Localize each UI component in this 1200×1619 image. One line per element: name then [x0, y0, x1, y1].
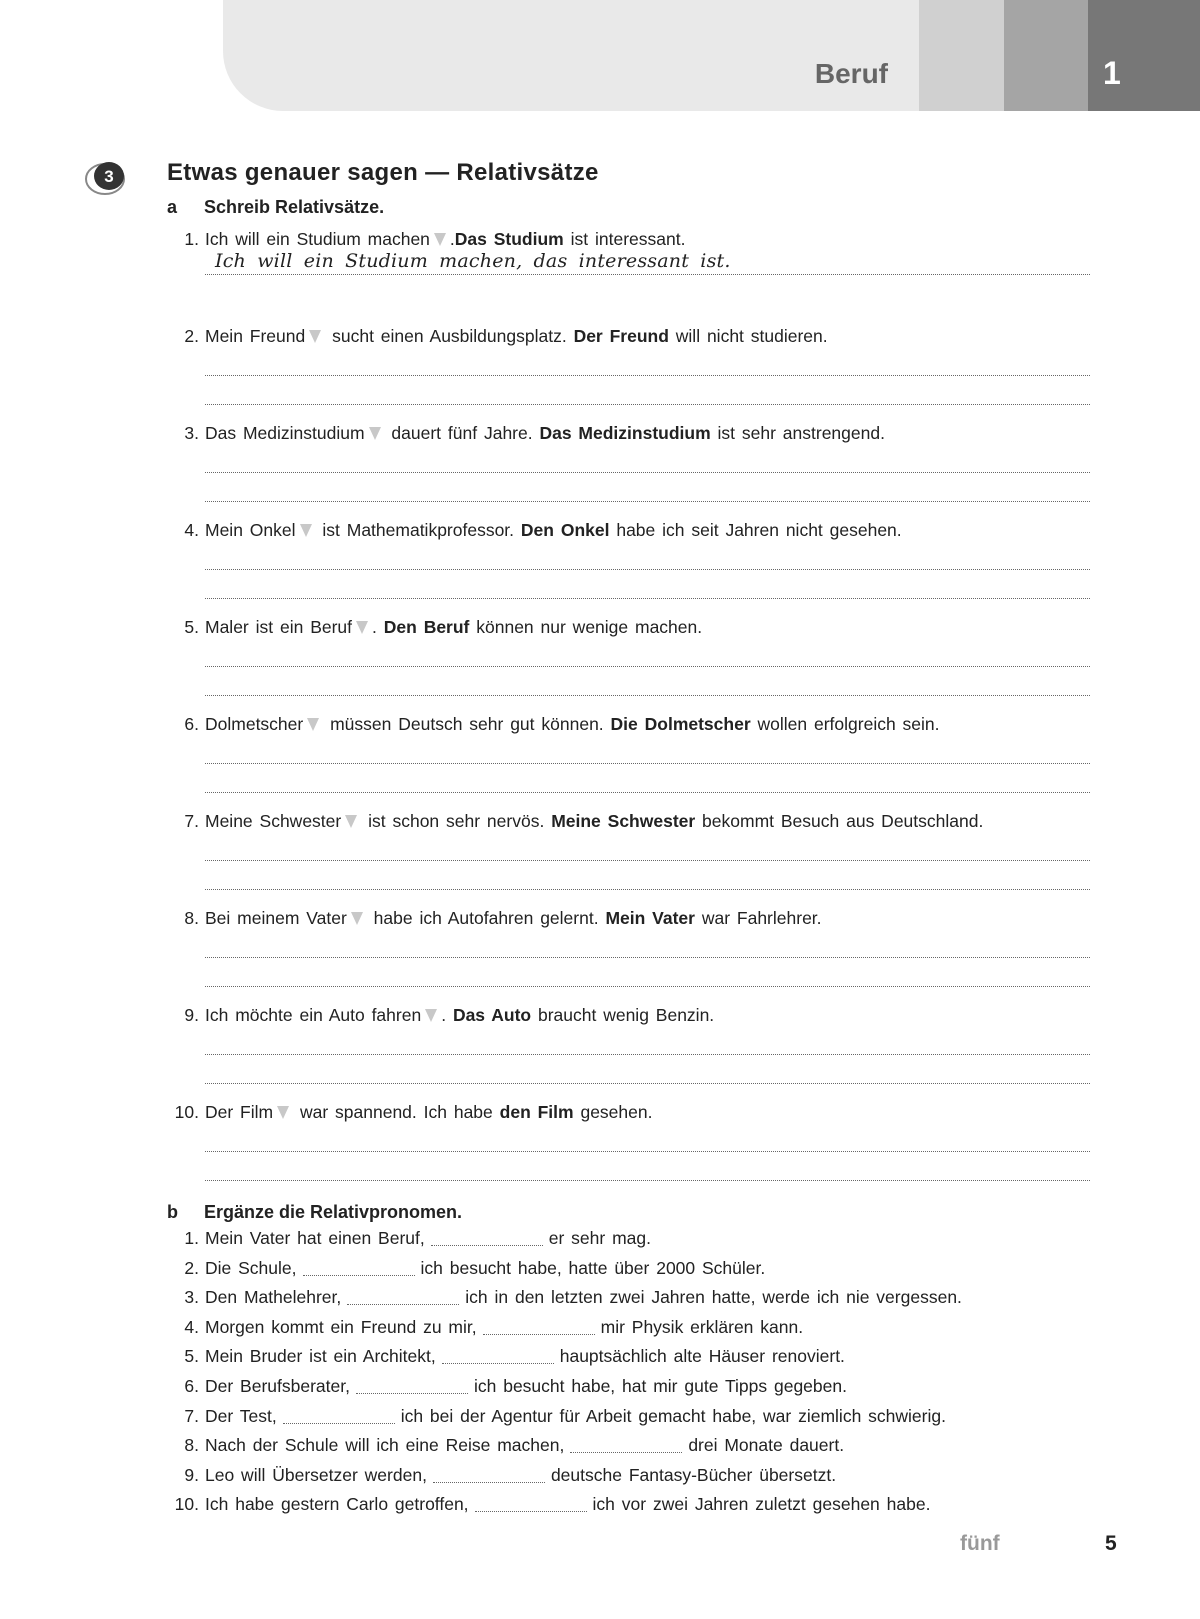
fill-in-item — [167, 1227, 1097, 1257]
sentence-start: Der Berufsberater, — [205, 1375, 350, 1396]
answer-line[interactable] — [205, 1026, 1090, 1055]
prompt-text-middle: ist Mathematikprofessor. — [315, 520, 521, 540]
answer-line[interactable] — [205, 1055, 1090, 1084]
answer-line[interactable] — [205, 570, 1090, 599]
relative-pronoun-blank[interactable] — [475, 1495, 587, 1512]
answer-line[interactable] — [205, 832, 1090, 861]
fill-in-item — [167, 1405, 1097, 1435]
item-number: 3. — [184, 1287, 199, 1308]
insertion-marker-icon — [345, 815, 357, 828]
prompt-bold-noun: Das Auto — [452, 1005, 532, 1025]
prompt-text-start: Bei meinem Vater — [205, 908, 347, 928]
sentence-end: hauptsächlich alte Häuser renoviert. — [559, 1346, 845, 1367]
prompt-bold-noun: Mein Vater — [605, 908, 695, 928]
answer-line[interactable] — [205, 376, 1090, 405]
sentence-end: er sehr mag. — [548, 1228, 651, 1248]
part-a-instruction: Schreib Relativsätze. — [204, 197, 385, 217]
fill-in-item — [167, 1464, 1097, 1494]
prompt-text-end: wollen erfolgreich sein. — [750, 714, 940, 734]
prompt-text-start: Ich möchte ein Auto fahren — [205, 1005, 422, 1025]
item-number: 8. — [184, 908, 199, 928]
prompt-text-start: Ich will ein Studium machen — [205, 229, 430, 249]
item-number: 9. — [184, 1464, 199, 1485]
part-b-instruction: Ergänze die Relativpronomen. — [204, 1202, 463, 1222]
item-number: 10. — [174, 1102, 199, 1122]
answer-line[interactable] — [205, 929, 1090, 958]
prompt-text-end: ist interessant. — [563, 229, 686, 249]
prompt-bold-noun: Das Studium — [454, 229, 564, 249]
item-number: 1. — [184, 229, 199, 249]
sentence-end: ich vor zwei Jahren zuletzt gesehen habe. — [592, 1494, 931, 1515]
item-number: 6. — [184, 1375, 199, 1396]
relative-clause-item — [167, 519, 1092, 616]
relative-pronoun-blank[interactable] — [483, 1318, 595, 1335]
sentence-start: Die Schule, — [205, 1257, 297, 1278]
prompt-text-end: bekommt Besuch aus Deutschland. — [695, 811, 984, 831]
prompt-text-start: Meine Schwester — [205, 811, 342, 831]
prompt-text-start: Mein Freund — [205, 326, 306, 346]
prompt-text-start: Das Medizinstudium — [205, 423, 365, 443]
answer-line[interactable] — [205, 735, 1090, 764]
prompt-bold-noun: Der Freund — [573, 326, 669, 346]
item-number: 4. — [184, 520, 199, 540]
relative-clause-item — [167, 1004, 1092, 1101]
prompt-text-middle: habe ich Autofahren gelernt. — [366, 908, 606, 928]
sentence-end: mir Physik erklären kann. — [600, 1316, 804, 1337]
prompt-text-end: war Fahrlehrer. — [694, 908, 822, 928]
relative-pronoun-blank[interactable] — [442, 1347, 554, 1364]
fill-in-item — [167, 1493, 1097, 1523]
relative-clause-item — [167, 713, 1092, 810]
answer-line[interactable] — [205, 347, 1090, 376]
item-number: 3. — [184, 423, 199, 443]
sentence-start: Ich habe gestern Carlo getroffen, — [205, 1494, 469, 1515]
item-prompt — [184, 907, 1092, 929]
prompt-text-end: gesehen. — [573, 1102, 653, 1122]
sentence-start: Mein Bruder ist ein Architekt, — [205, 1346, 436, 1367]
sentence-start: Der Test, — [205, 1405, 277, 1426]
sentence-end: drei Monate dauert. — [688, 1435, 845, 1456]
chapter-title: Beruf — [814, 58, 888, 89]
sentence-end: deutsche Fantasy-Bücher übersetzt. — [550, 1464, 837, 1485]
page-number: 5 — [1105, 1532, 1117, 1555]
item-number: 9. — [184, 1005, 199, 1025]
page-number-word: fünf — [960, 1532, 1000, 1555]
prompt-text-end: will nicht studieren. — [668, 326, 828, 346]
relative-pronoun-blank[interactable] — [347, 1288, 459, 1305]
exercise-number: 3 — [104, 167, 114, 186]
exercise-title: Etwas genauer sagen — Relativsätze — [167, 159, 599, 186]
fill-in-item — [167, 1286, 1097, 1316]
answer-line[interactable] — [205, 667, 1090, 696]
item-prompt — [184, 422, 1092, 444]
relative-pronoun-blank[interactable] — [303, 1259, 415, 1276]
answer-line[interactable] — [205, 250, 1090, 275]
relative-pronoun-blank[interactable] — [356, 1377, 468, 1394]
part-a-items — [167, 228, 1092, 1198]
relative-clause-item — [167, 616, 1092, 713]
item-number: 5. — [184, 617, 199, 637]
prompt-bold-noun: Den Beruf — [383, 617, 470, 637]
item-number: 10. — [174, 1494, 199, 1515]
answer-line[interactable] — [205, 473, 1090, 502]
relative-clause-item — [167, 228, 1092, 325]
fill-in-item — [167, 1375, 1097, 1405]
prompt-text-end: ist sehr anstrengend. — [710, 423, 885, 443]
sentence-start: Mein Vater hat einen Beruf, — [205, 1228, 425, 1248]
insertion-marker-icon — [351, 912, 363, 925]
item-prompt — [184, 325, 1092, 347]
sentence-start: Nach der Schule will ich eine Reise machen, — [205, 1435, 565, 1456]
sentence-start: Morgen kommt ein Freund zu mir, — [205, 1316, 477, 1337]
example-answer: Ich will ein Studium machen, das interessant ist. — [215, 250, 731, 272]
prompt-text-middle: . — [372, 617, 384, 637]
fill-in-item — [167, 1345, 1097, 1375]
insertion-marker-icon — [307, 718, 319, 731]
item-number: 1. — [184, 1228, 199, 1248]
relative-clause-item — [167, 810, 1092, 907]
answer-line[interactable] — [205, 1123, 1090, 1152]
prompt-text-middle: . — [441, 1005, 453, 1025]
prompt-bold-noun: Das Medizinstudium — [539, 423, 711, 443]
sentence-start: Leo will Übersetzer werden, — [205, 1464, 427, 1485]
item-number: 4. — [184, 1316, 199, 1337]
prompt-text-start: Der Film — [205, 1102, 274, 1122]
prompt-text-start: Mein Onkel — [205, 520, 296, 540]
answer-line[interactable] — [205, 541, 1090, 570]
prompt-text-middle: . — [449, 229, 455, 249]
insertion-marker-icon — [277, 1106, 289, 1119]
prompt-text-middle: dauert fünf Jahre. — [384, 423, 540, 443]
insertion-marker-icon — [434, 233, 446, 246]
item-number: 7. — [184, 1405, 199, 1426]
part-a-heading — [167, 197, 384, 218]
sentence-start: Den Mathelehrer, — [205, 1287, 342, 1308]
item-number: 7. — [184, 811, 199, 831]
fill-in-item — [167, 1434, 1097, 1464]
relative-clause-item — [167, 907, 1092, 1004]
prompt-bold-noun: Meine Schwester — [551, 811, 696, 831]
prompt-bold-noun: den Film — [499, 1102, 574, 1122]
relative-pronoun-blank[interactable] — [570, 1436, 682, 1453]
answer-line[interactable] — [205, 444, 1090, 473]
sentence-end: ich in den letzten zwei Jahren hatte, werde ich nie vergessen. — [465, 1287, 962, 1308]
answer-line[interactable] — [205, 1152, 1090, 1181]
relative-clause-item — [167, 325, 1092, 422]
prompt-text-middle: sucht einen Ausbildungsplatz. — [325, 326, 574, 346]
prompt-text-end: können nur wenige machen. — [469, 617, 703, 637]
chapter-header-band — [223, 0, 919, 111]
relative-pronoun-blank[interactable] — [283, 1407, 395, 1424]
item-prompt — [184, 616, 1092, 638]
relative-clause-item — [167, 1101, 1092, 1198]
item-prompt — [184, 228, 1092, 250]
header-stripe-light — [919, 0, 1004, 111]
insertion-marker-icon — [309, 330, 321, 343]
chapter-number: 1 — [1103, 55, 1121, 91]
part-b-items — [167, 1227, 1097, 1523]
item-prompt — [174, 1101, 1092, 1123]
prompt-text-end: braucht wenig Benzin. — [531, 1005, 715, 1025]
item-number: 2. — [184, 326, 199, 346]
item-number: 6. — [184, 714, 199, 734]
item-prompt — [184, 713, 1092, 735]
part-b-letter: b — [167, 1202, 178, 1222]
sentence-end: ich bei der Agentur für Arbeit gemacht habe, war ziemlich schwierig. — [400, 1405, 946, 1426]
part-a-letter: a — [167, 197, 178, 217]
insertion-marker-icon — [356, 621, 368, 634]
answer-line[interactable] — [205, 861, 1090, 890]
answer-line[interactable] — [205, 958, 1090, 987]
exercise-number-badge-icon — [84, 160, 128, 196]
prompt-bold-noun: Die Dolmetscher — [610, 714, 751, 734]
fill-in-item — [167, 1316, 1097, 1346]
insertion-marker-icon — [300, 524, 312, 537]
relative-clause-item — [167, 422, 1092, 519]
prompt-text-start: Dolmetscher — [205, 714, 304, 734]
prompt-text-middle: müssen Deutsch sehr gut können. — [323, 714, 611, 734]
sentence-end: ich besucht habe, hat mir gute Tipps gegeben. — [473, 1375, 847, 1396]
relative-pronoun-blank[interactable] — [433, 1466, 545, 1483]
item-prompt — [184, 519, 1092, 541]
prompt-text-middle: war spannend. Ich habe — [293, 1102, 500, 1122]
prompt-text-middle: ist schon sehr nervös. — [361, 811, 552, 831]
fill-in-item — [167, 1257, 1097, 1287]
prompt-text-start: Maler ist ein Beruf — [205, 617, 353, 637]
relative-pronoun-blank[interactable] — [431, 1229, 543, 1246]
item-number: 2. — [184, 1257, 199, 1278]
item-number: 8. — [184, 1435, 199, 1456]
sentence-end: ich besucht habe, hatte über 2000 Schüler. — [420, 1257, 766, 1278]
item-number: 5. — [184, 1346, 199, 1367]
item-prompt — [184, 810, 1092, 832]
header-stripe-mid — [1004, 0, 1088, 111]
insertion-marker-icon — [369, 427, 381, 440]
insertion-marker-icon — [425, 1009, 437, 1022]
prompt-text-end: habe ich seit Jahren nicht gesehen. — [609, 520, 902, 540]
prompt-bold-noun: Den Onkel — [520, 520, 610, 540]
item-prompt — [184, 1004, 1092, 1026]
part-b-heading — [167, 1202, 462, 1223]
answer-line[interactable] — [205, 638, 1090, 667]
answer-line[interactable] — [205, 764, 1090, 793]
